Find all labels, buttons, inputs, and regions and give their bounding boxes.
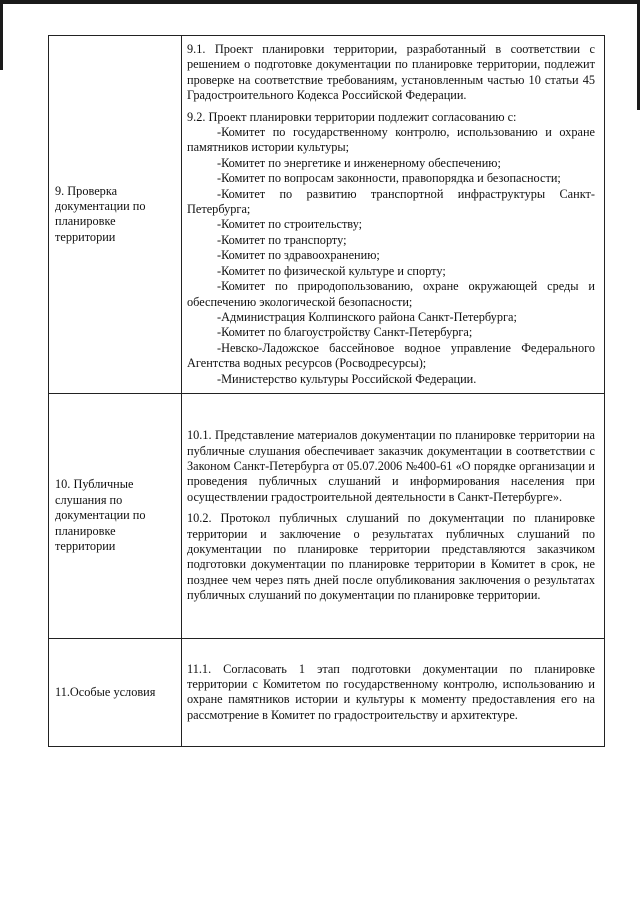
paragraph-10-1: 10.1. Представление материалов документации по планировке территории на публичные слушания обеспечивает заказчик документации в соответствии с Законом Санкт-Петербурга от 05.07.2006 №400-61 «О порядке организации и проведения публичных слушаний и информирования населения при осуществлении градостроительной деятельности в Санкт-Петербурге».: [187, 428, 595, 504]
approval-item: -Комитет по благоустройству Санкт-Петербурга;: [217, 325, 473, 340]
row-9-label: 9. Проверка документации по планировке территории: [49, 36, 182, 394]
table-row-10: [49, 393, 605, 638]
left-edge-line: [0, 0, 3, 70]
paragraph-11-1: 11.1. Согласовать 1 этап подготовки документации по планировке территории с Комитетом по государственному контролю, использованию и охране памятников истории и культуры к моменту предоставления его на рассмотрение в Комитет по градостроительству и архитектуре.: [187, 661, 595, 722]
document-table: [48, 35, 605, 747]
paragraph-10-2: 10.2. Протокол публичных слушаний по документации по планировке территории и заключение о результатах публичных слушаний по документации по планировке территории представляются заказчиком подготовки документации по планировке территории в Комитет в срок, не позднее чем через пять дней после опубликования заключения о результатах публичных слушаний по документации по планировке территории.: [187, 511, 595, 603]
paragraph-9-1: 9.1. Проект планировки территории, разработанный в соответствии с решением о подготовке документации по планировке территории, подлежит проверке на соответствие требованиям, установленным частью 10 статьи 45 Градостроительного Кодекса Российской Федерации.: [187, 42, 595, 103]
paragraph-9-2: [187, 110, 595, 387]
approval-item: -Комитет по государственному контролю, использованию и охране памятников истории культуры;: [187, 125, 595, 155]
approval-item: -Администрация Колпинского района Санкт-Петербурга;: [217, 309, 517, 324]
approval-item: -Комитет по энергетике и инженерному обеспечению;: [217, 155, 501, 170]
approval-item: -Невско-Ладожское бассейновое водное управление Федерального Агентства водных ресурсов (Росводресурсы);: [187, 340, 595, 371]
approval-item: -Министерство культуры Российской Федерации.: [217, 371, 477, 386]
approval-item: -Комитет по здравоохранению;: [217, 248, 380, 263]
row-10-content: [182, 393, 605, 638]
row-10-label: 10. Публичные слушания по документации по планировке территории: [49, 393, 182, 638]
approval-item: -Комитет по вопросам законности, правопорядка и безопасности;: [217, 171, 561, 186]
approval-item: -Комитет по природопользованию, охране окружающей среды и обеспечению экологической безопасности;: [187, 279, 595, 309]
table-row-11: [49, 638, 605, 746]
top-border-line: [0, 0, 640, 4]
row-11-label: 11.Особые условия: [49, 638, 182, 746]
table-row-9: [49, 36, 605, 394]
approval-item: -Комитет по физической культуре и спорту;: [217, 263, 446, 278]
paragraph-9-2-intro: 9.2. Проект планировки территории подлежит согласованию с:: [187, 109, 517, 124]
approval-item: -Комитет по строительству;: [217, 217, 363, 232]
approval-item: -Комитет по развитию транспортной инфраструктуры Санкт-Петербурга;: [187, 186, 595, 217]
row-9-content: [182, 36, 605, 394]
row-11-content: [182, 638, 605, 746]
approval-item: -Комитет по транспорту;: [217, 232, 347, 247]
